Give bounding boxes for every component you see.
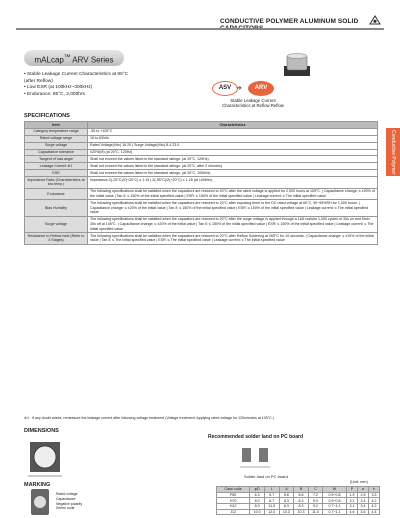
feature-item: • Endurance: 85°C, 2,000hrs bbox=[24, 91, 85, 97]
table-row: J12 10.0 12.0 10.3 10.3 11.0 0.7~1.1 4.6 3.6 4.4 bbox=[217, 509, 380, 515]
arrow-right-icon: ➜ bbox=[236, 85, 242, 92]
table-row: H12 8.0 11.5 8.3 8.3 9.2 0.7~1.1 3.1 3.4 4.2 bbox=[217, 504, 380, 510]
table-row: Rated voltage range 16 to 63Vdc bbox=[25, 135, 378, 142]
table-row: Item Characteristics bbox=[25, 122, 378, 129]
marking-heading: MARKING bbox=[24, 482, 51, 488]
dimension-drawing-icon bbox=[24, 436, 66, 480]
dimension-table bbox=[216, 486, 380, 515]
marking-labels: Rated voltage Capacitance Negative polarity Series code bbox=[56, 492, 83, 511]
unit-label: (Unit: mm) bbox=[350, 480, 368, 484]
land-caption: Solder land on PC board bbox=[244, 474, 288, 479]
capacitor-photo-icon bbox=[282, 52, 312, 78]
side-tab: Conductive Polymer bbox=[386, 128, 400, 176]
footnote: ※1 : If any doubt arises, remeasure the leakage current after following voltage treatment (Voltage treatment: Applying rated voltage for 120minutes at 105°C.) bbox=[24, 416, 274, 420]
page-header-title: CONDUCTIVE POLYMER ALUMINUM SOLID bbox=[220, 18, 359, 25]
table-row: Capacitance tolerance ±20%(M) (at 20°C, 120Hz) bbox=[25, 149, 378, 156]
feature-list bbox=[24, 72, 128, 98]
specifications-heading: SPECIFICATIONS bbox=[24, 113, 70, 119]
asv-bubble: ASV bbox=[212, 81, 238, 96]
table-row: Tangent of loss angle Shall not exceed the values listed in the standard ratings. (at 20°C, 120Hz) bbox=[25, 156, 378, 163]
table-row: Surge voltage The following specifications shall be satisfied when the capacitors are restored to 20°C after the surge voltage is applied through a 1kΩ resistor 1,000 cycles of 30s on and 5min 30s off at 105°C. | Capacitance change: ≤ ±20% of the initial value | Tan δ: ≤ 150% of the initial specified value | ESR: ≤ 150% of the initial specified value | Leakage current: ≤ The initial specified value bbox=[25, 216, 378, 232]
arv-bubble: ARV bbox=[248, 81, 274, 96]
marking-drawing-icon bbox=[30, 488, 50, 516]
table-row: Case code φD L A B C W P a b bbox=[217, 487, 380, 493]
feature-item: • Low ESR (at 100kHz~300kHz) bbox=[24, 85, 93, 91]
feature-item: • Stable Leakage Current Characteristics at 85°C bbox=[24, 72, 129, 77]
table-row: Leakage Current ※1 Shall not exceed the values listed in the standard ratings. (at 20°C, after 2 minutes) bbox=[25, 163, 378, 170]
solder-land-icon bbox=[240, 440, 270, 470]
table-row: Endurance The following specifications shall be satisfied when the capacitors are restored to 20°C after the rated voltage is applied for 2,000 hours at 105°C. | Capacitance change: ≤ ±20% of the initial value | Tan δ: ≤ 150% of the initial specified value | ESR: ≤ 150% of the initial specified value | Leakage current: ≤ The initial specified value bbox=[25, 188, 378, 200]
brand-logo-icon bbox=[369, 15, 381, 25]
flow-caption: Stable Leakage Current Characteristics at Reflow Reflow bbox=[222, 98, 284, 109]
feature-item: (after Reflow) bbox=[24, 78, 53, 84]
land-heading: Recommended solder land on PC board bbox=[208, 434, 304, 440]
table-row: Bias Humidity The following specifications shall be satisfied when the capacitors are restored to 20°C after exposing them to the DC rated voltage at 60°C, 90~95%RH for 1,000 hours. | Capacitance change: ≤ ±20% of the initial value | Tan δ: ≤ 150% of the initial specified value | ESR: ≤ 150% of the initial specified value | Leakage current: ≤ The initial specified value bbox=[25, 200, 378, 216]
table-row: Impedance Ratio (Characteristics at low temp.) Impedance Z(-25°C)/Z(+20°C) ≤ 1.15 | Z(-55°C)/Z(+20°C) ≤ 1.25 (at 100kHz) bbox=[25, 177, 378, 189]
table-row: Category temperature range -55 to +105°C bbox=[25, 128, 378, 135]
table-row: ESR Shall not exceed the values listed in the standard ratings. (at 20°C, 100kHz) bbox=[25, 170, 378, 177]
dimensions-heading: DIMENSIONS bbox=[24, 428, 59, 434]
table-row: Surge voltage Rated Voltage(Vdc) 16 20 | Surge Voltage(Vdc) 8.4 23.0 bbox=[25, 142, 378, 149]
table-row: H70 8.0 6.7 8.3 8.3 9.0 0.5~0.8 3.1 3.4 4.2 bbox=[217, 498, 380, 504]
table-row: F80 6.3 5.7 6.6 6.6 7.2 0.5~0.8 1.9 2.6 3.5 bbox=[217, 492, 380, 498]
spec-table bbox=[24, 121, 378, 245]
series-badge: mALcap™ ARV Series bbox=[24, 50, 124, 66]
table-row: Resistance to Reflow heat (Refer to 4 Stages) The following specifications shall be satisfied when the capacitors are restored to 20°C after Reflow Soldering at 260°C for 10 seconds. | Capacitance change: ≤ ±10% of the initial value | Tan δ: ≤ The initial specified value | ESR: ≤ The initial specified value | Leakage current: ≤ The initial specified value bbox=[25, 232, 378, 244]
header-rule bbox=[16, 28, 384, 30]
